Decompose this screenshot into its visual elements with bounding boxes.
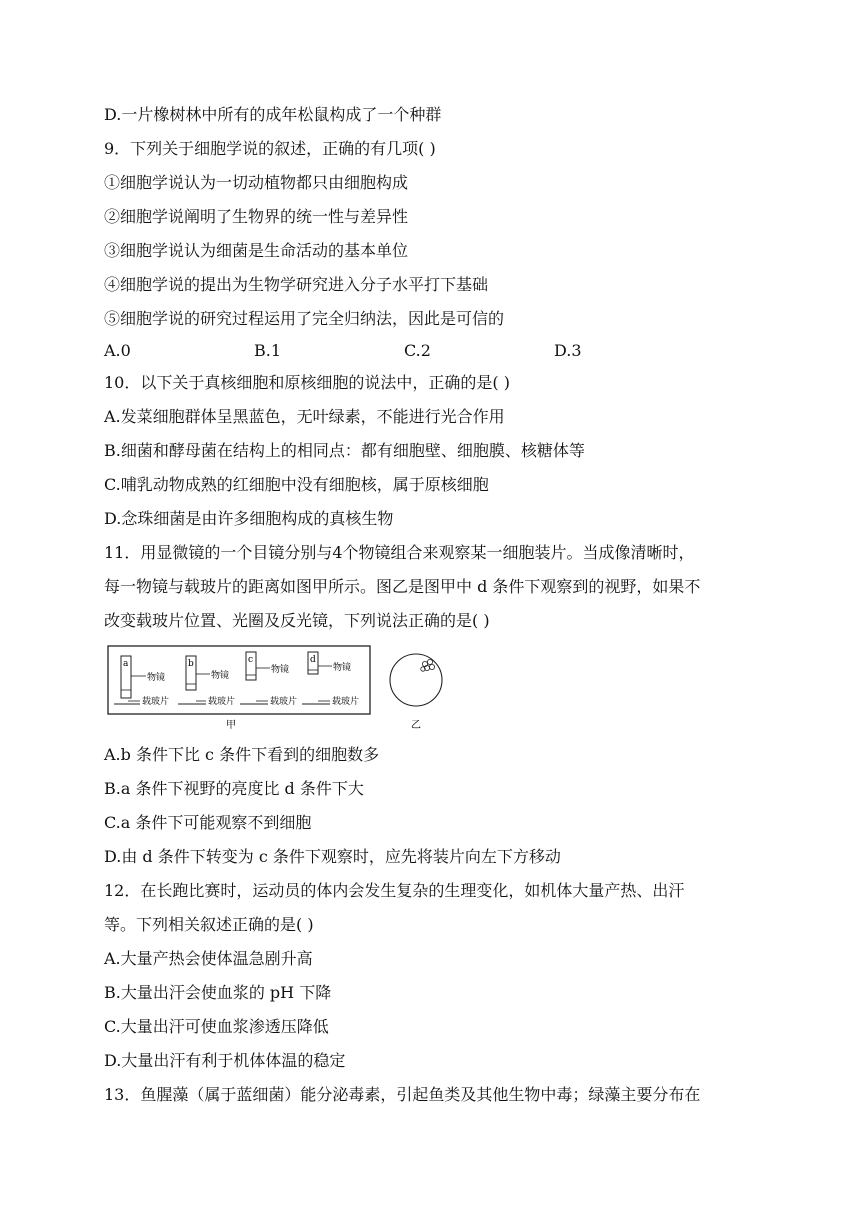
q9-statement-3: ③细胞学说认为细菌是生命活动的基本单位 bbox=[104, 241, 409, 260]
q9-statement-5: ⑤细胞学说的研究过程运用了完全归纳法，因此是可信的 bbox=[104, 309, 505, 328]
q11-stem-line-2: 每一物镜与载玻片的距离如图甲所示。图乙是图甲中 d 条件下观察到的视野，如果不 bbox=[104, 577, 701, 596]
q9-statement-1: ①细胞学说认为一切动植物都只由细胞构成 bbox=[104, 173, 409, 192]
slide-label-d: 载玻片 bbox=[332, 697, 360, 707]
q12-stem-line-2: 等。下列相关叙述正确的是( ) bbox=[104, 915, 314, 934]
q9-stem: 9．下列关于细胞学说的叙述，正确的有几项( ) bbox=[104, 139, 436, 158]
lens-label-b: b bbox=[188, 659, 194, 669]
q12-option-d: D.大量出汗有利于机体体温的稳定 bbox=[104, 1051, 346, 1070]
q11-option-a: A.b 条件下比 c 条件下看到的细胞数多 bbox=[104, 745, 380, 764]
slide-label-a: 载玻片 bbox=[142, 697, 170, 707]
q12-option-c: C.大量出汗可使血浆渗透压降低 bbox=[104, 1017, 329, 1036]
q11-option-c: C.a 条件下可能观察不到细胞 bbox=[104, 813, 312, 832]
slide-label-b: 载玻片 bbox=[208, 697, 236, 707]
lens-label-d: d bbox=[310, 655, 316, 665]
microscope-diagram bbox=[106, 644, 456, 736]
caption-jia: 甲 bbox=[226, 720, 236, 731]
objective-label-c: 物镜 bbox=[271, 665, 290, 675]
objective-lens-c bbox=[240, 652, 297, 707]
q9-statement-4: ④细胞学说的提出为生物学研究进入分子水平打下基础 bbox=[104, 275, 489, 294]
microscope-figure bbox=[106, 644, 456, 736]
objective-label-b: 物镜 bbox=[211, 671, 230, 681]
field-of-view-yi bbox=[390, 654, 442, 706]
q10-option-b: B.细菌和酵母菌在结构上的相同点：都有细胞壁、细胞膜、核糖体等 bbox=[104, 441, 585, 460]
lens-label-a: a bbox=[123, 659, 129, 669]
lens-label-c: c bbox=[248, 655, 254, 665]
q10-option-c: C.哺乳动物成熟的红细胞中没有细胞核，属于原核细胞 bbox=[104, 475, 489, 494]
q10-stem: 10．以下关于真核细胞和原核细胞的说法中，正确的是( ) bbox=[104, 373, 510, 392]
q10-option-a: A.发菜细胞群体呈黑蓝色，无叶绿素，不能进行光合作用 bbox=[104, 407, 505, 426]
objective-lens-a bbox=[114, 656, 169, 707]
objective-label-d: 物镜 bbox=[333, 663, 352, 673]
q12-stem-line-1: 12．在长跑比赛时，运动员的体内会发生复杂的生理变化，如机体大量产热、出汗 bbox=[104, 881, 685, 900]
caption-yi: 乙 bbox=[411, 720, 421, 731]
q11-stem-line-3: 改变载玻片位置、光圈及反光镜，下列说法正确的是( ) bbox=[104, 611, 490, 630]
q12-option-a: A.大量产热会使体温急剧升高 bbox=[104, 949, 313, 968]
q11-option-b: B.a 条件下视野的亮度比 d 条件下大 bbox=[104, 779, 364, 798]
q10-option-d: D.念珠细菌是由许多细胞构成的真核生物 bbox=[104, 509, 394, 528]
q13-stem-line-1: 13．鱼腥藻（属于蓝细菌）能分泌毒素，引起鱼类及其他生物中毒；绿藻主要分布在 bbox=[104, 1085, 701, 1104]
slide-label-c: 载玻片 bbox=[270, 697, 298, 707]
q11-stem-line-1: 11．用显微镜的一个目镜分别与4个物镜组合来观察某一细胞装片。当成像清晰时， bbox=[104, 543, 695, 562]
objective-lens-b bbox=[178, 656, 235, 707]
q9-option-a: A.0 bbox=[104, 341, 131, 360]
q9-option-d: D.3 bbox=[554, 341, 582, 360]
q8-option-d: D.一片橡树林中所有的成年松鼠构成了一个种群 bbox=[104, 105, 442, 124]
objective-lens-d bbox=[302, 652, 359, 707]
q11-option-d: D.由 d 条件下转变为 c 条件下观察时，应先将装片向左下方移动 bbox=[104, 847, 561, 866]
q12-option-b: B.大量出汗会使血浆的 pH 下降 bbox=[104, 983, 332, 1002]
q9-option-c: C.2 bbox=[404, 341, 431, 360]
q9-option-b: B.1 bbox=[254, 341, 282, 360]
objective-label-a: 物镜 bbox=[147, 673, 166, 683]
q9-statement-2: ②细胞学说阐明了生物界的统一性与差异性 bbox=[104, 207, 409, 226]
